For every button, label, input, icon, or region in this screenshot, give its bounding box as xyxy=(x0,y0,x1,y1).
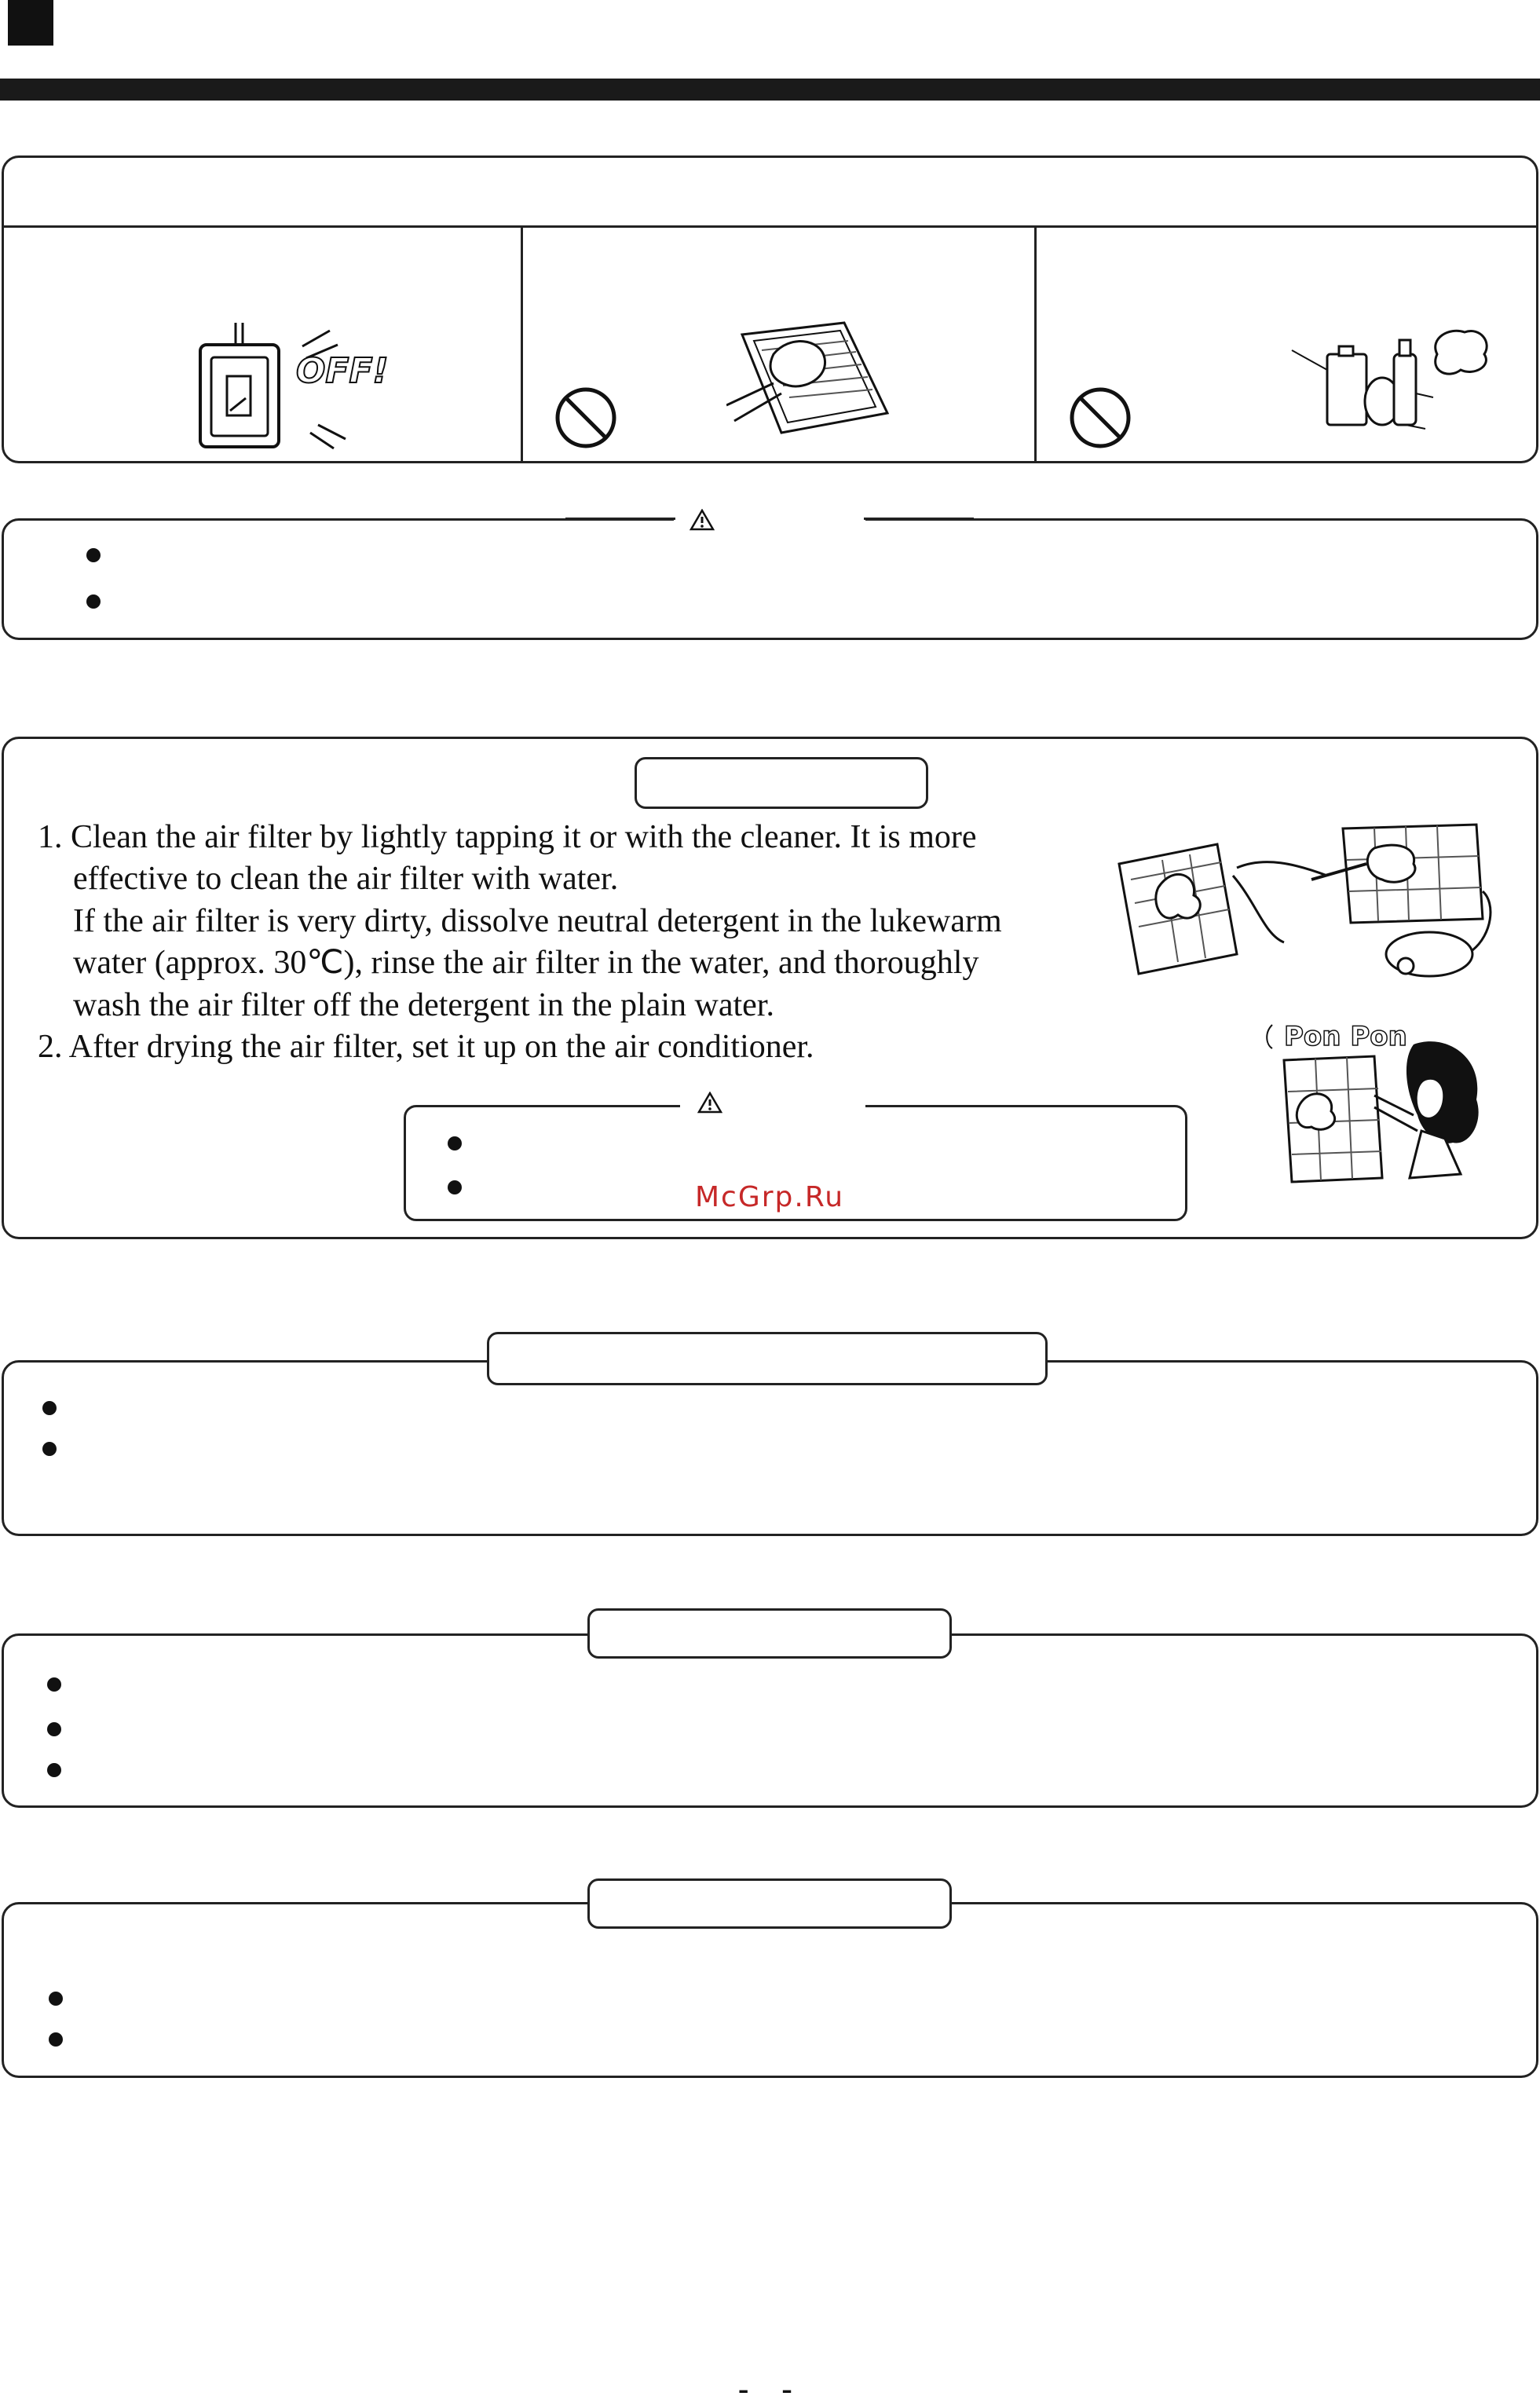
bullet xyxy=(448,1136,462,1150)
caution-header-line xyxy=(565,518,675,520)
bullet xyxy=(86,548,101,562)
header-bar xyxy=(0,79,1540,101)
step-1-line: wash the air filter off the detergent in the plain water. xyxy=(73,987,774,1023)
section-marker xyxy=(8,0,53,46)
pon-label: Pon Pon xyxy=(1284,1021,1407,1052)
chemicals-illustration xyxy=(1268,323,1488,441)
bullet xyxy=(47,1763,61,1777)
info-box-1-title xyxy=(487,1332,1048,1385)
warning-icon xyxy=(690,509,715,531)
wiping-filter-illustration xyxy=(726,319,899,437)
info-box-2-title xyxy=(587,1608,952,1659)
panel-divider xyxy=(521,227,523,461)
cleaning-title-box xyxy=(635,757,928,809)
bullet xyxy=(49,2032,63,2047)
off-label: OFF! xyxy=(296,351,389,391)
panel-divider xyxy=(1034,227,1037,461)
step-1-line: 1. Clean the air filter by lightly tapping it or with the cleaner. It is more xyxy=(38,819,977,855)
step-2-line: 2. After drying the air filter, set it up on the air conditioner. xyxy=(38,1029,814,1065)
bullet xyxy=(47,1722,61,1736)
watermark: McGrp.Ru xyxy=(695,1181,845,1213)
bullet xyxy=(49,1992,63,2006)
info-box-2 xyxy=(2,1633,1538,1808)
step-1-line: effective to clean the air filter with water. xyxy=(73,861,619,897)
bullet xyxy=(448,1180,462,1194)
bullet xyxy=(47,1677,61,1692)
panel-header-divider xyxy=(4,225,1536,228)
info-box-3-title xyxy=(587,1878,952,1929)
bullet xyxy=(86,594,101,609)
washing-filter-illustration xyxy=(1107,817,1500,982)
warning-icon xyxy=(697,1092,722,1114)
prohibited-icon xyxy=(1068,386,1132,450)
info-box-1 xyxy=(2,1360,1538,1536)
page-footer: - - xyxy=(738,2371,805,2406)
caution-header-line xyxy=(864,518,974,520)
step-1-line: If the air filter is very dirty, dissolve neutral detergent in the lukewarm xyxy=(73,903,1002,939)
precaution-panels xyxy=(2,155,1538,463)
bullet xyxy=(42,1442,57,1456)
bullet xyxy=(42,1401,57,1415)
caution-box xyxy=(2,518,1538,640)
prohibited-icon xyxy=(554,386,618,450)
step-1-line: water (approx. 30℃), rinse the air filter in the water, and thoroughly xyxy=(73,945,979,981)
